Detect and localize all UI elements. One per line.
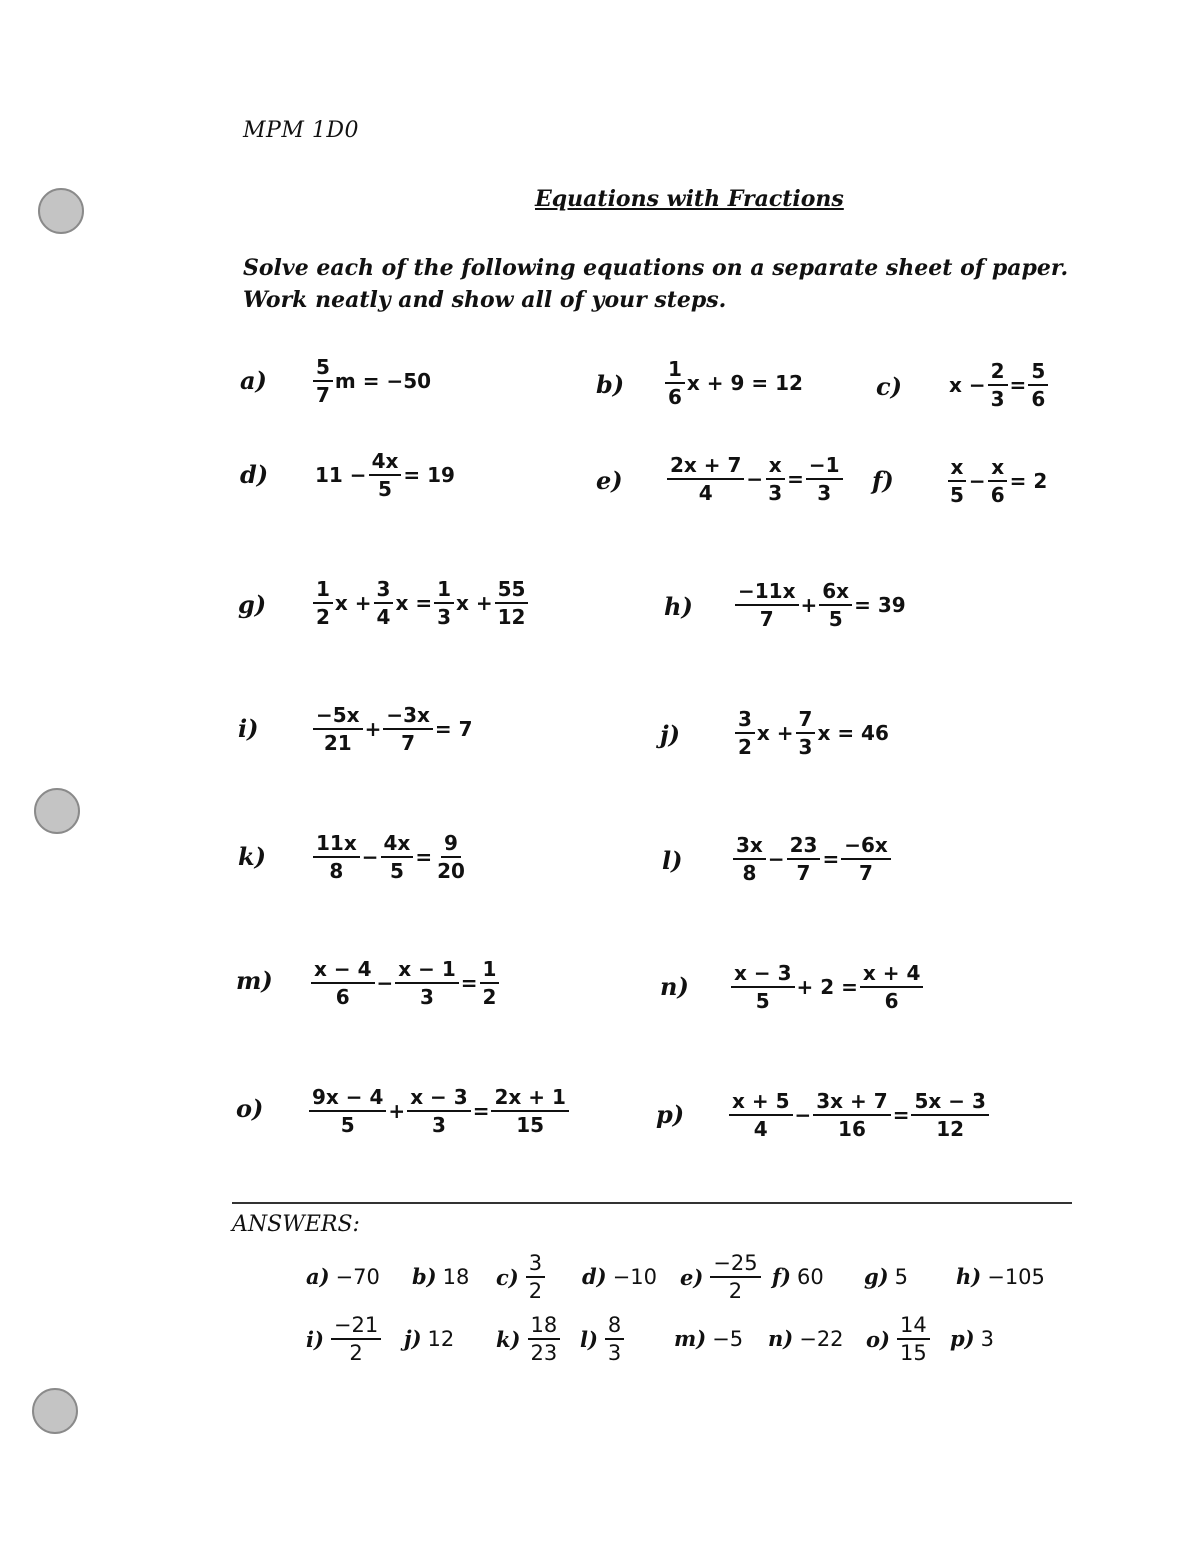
fraction-denominator: 16 [838, 1117, 866, 1141]
problem-o-equation [308, 1084, 570, 1138]
fraction-numerator: 5x − 3 [911, 1088, 988, 1116]
fraction-numerator: 9x − 4 [309, 1084, 386, 1112]
answer-d [582, 1264, 657, 1289]
fraction-numerator: 5 [313, 354, 333, 382]
equals-sign: = [460, 971, 478, 995]
fraction-numerator: x + 4 [860, 960, 924, 988]
problem-e-equation [666, 452, 844, 506]
fraction-numerator: 4x [381, 830, 414, 858]
fraction-denominator: 6 [1031, 387, 1046, 411]
fraction-denominator: 3 [798, 735, 813, 759]
fraction-denominator: 15 [899, 1341, 927, 1365]
fraction-numerator: 3 [735, 706, 755, 734]
problem-label-i: i) [238, 714, 259, 743]
fraction-numerator: 2x + 1 [491, 1084, 568, 1112]
problem-label-k: k) [238, 842, 266, 871]
answer-o [866, 1312, 931, 1366]
answer-m [674, 1326, 743, 1351]
equation-text: + 2 = [796, 975, 858, 999]
fraction-denominator: 12 [936, 1117, 965, 1141]
fraction-denominator: 2 [482, 985, 497, 1009]
problem-d-equation [314, 448, 456, 502]
fraction-numerator: 7 [796, 706, 816, 734]
equals-sign: = [1009, 373, 1027, 397]
answer-g [864, 1264, 908, 1289]
fraction-numerator: 3x [733, 832, 766, 860]
fraction-numerator: 4x [369, 448, 402, 476]
equals-sign: = [892, 1103, 910, 1127]
answer-f [772, 1264, 824, 1289]
fraction-numerator: −1 [806, 452, 843, 480]
equals-sign: = [822, 847, 840, 871]
fraction-denominator: 21 [323, 731, 352, 755]
fraction-numerator: x − 3 [407, 1084, 471, 1112]
equation-text: x = [395, 591, 433, 615]
fraction-denominator: 7 [759, 607, 774, 631]
problem-label-c: c) [876, 372, 902, 401]
operator: + [364, 717, 382, 741]
answer-label: j) [404, 1326, 422, 1351]
answer-value: −105 [987, 1264, 1045, 1289]
fraction-numerator: 1 [313, 576, 333, 604]
fraction-numerator: 23 [787, 832, 821, 860]
answer-c [496, 1250, 546, 1304]
fraction-numerator: x [766, 452, 785, 480]
fraction-numerator: 5 [1028, 358, 1048, 386]
answer-a [306, 1264, 380, 1289]
equals-sign: = [415, 845, 433, 869]
fraction-denominator: 2 [738, 735, 752, 759]
problem-i-equation [312, 702, 474, 756]
answer-b [412, 1264, 469, 1289]
answer-value: −22 [799, 1326, 844, 1351]
operator: + [388, 1099, 406, 1123]
binder-hole-middle [34, 788, 80, 834]
answer-value: 5 [894, 1264, 908, 1289]
fraction-denominator: 4 [376, 605, 391, 629]
problem-label-a: a) [240, 366, 267, 395]
problem-h-equation [734, 578, 907, 632]
fraction-numerator: 3 [374, 576, 394, 604]
answer-value: 18 [442, 1264, 470, 1289]
answer-label: f) [772, 1264, 791, 1289]
answer-label: i) [306, 1326, 324, 1352]
equation-text: x + [756, 721, 794, 745]
fraction-denominator: 3 [607, 1341, 622, 1365]
fraction-numerator: 2x + 7 [667, 452, 744, 480]
problem-m-equation [310, 956, 500, 1010]
fraction-numerator: −6x [841, 832, 891, 860]
problem-label-h: h) [664, 592, 693, 621]
fraction-numerator: −25 [710, 1250, 760, 1278]
fraction-denominator: 4 [753, 1117, 768, 1141]
fraction-denominator: 3 [437, 605, 452, 629]
problem-k-equation [312, 830, 469, 884]
answer-label: p) [950, 1326, 975, 1351]
fraction-numerator: 55 [495, 576, 529, 604]
fraction-denominator: 5 [389, 859, 404, 883]
fraction-numerator: 1 [434, 576, 454, 604]
equation-text: x = 46 [817, 721, 889, 745]
fraction-denominator: 7 [316, 383, 330, 407]
problem-label-j: j) [660, 720, 681, 749]
answer-l [580, 1312, 625, 1366]
answer-value: −70 [335, 1264, 380, 1289]
problem-l-equation [732, 832, 892, 886]
problem-j-equation [734, 706, 890, 760]
answer-value: 12 [427, 1326, 455, 1351]
answers-divider [232, 1202, 1072, 1204]
answer-value: 60 [796, 1264, 824, 1289]
answer-label: e) [680, 1264, 704, 1290]
equation-text: = 7 [434, 717, 473, 741]
answer-n [768, 1326, 844, 1351]
fraction-numerator: 9 [441, 830, 461, 858]
equation-text: x + [334, 591, 372, 615]
problem-label-b: b) [596, 370, 625, 399]
fraction-numerator: −3x [383, 702, 433, 730]
fraction-numerator: 8 [605, 1312, 624, 1340]
fraction-denominator: 2 [316, 605, 330, 629]
answer-label: h) [956, 1264, 982, 1289]
answers-title: ANSWERS: [232, 1212, 360, 1237]
fraction-numerator: x [988, 454, 1007, 482]
equation-text: x + [456, 591, 493, 615]
fraction-denominator: 7 [859, 861, 873, 885]
fraction-numerator: 11x [313, 830, 360, 858]
binder-hole-top [38, 188, 84, 234]
fraction-denominator: 20 [437, 859, 465, 883]
answer-value: −10 [612, 1264, 657, 1289]
problem-label-m: m) [236, 966, 273, 995]
problem-label-p: p) [656, 1100, 685, 1129]
operator: − [746, 467, 764, 491]
fraction-denominator: 8 [329, 859, 344, 883]
equation-text: x + 9 = 12 [686, 371, 803, 395]
fraction-numerator: −5x [313, 702, 363, 730]
answer-j [404, 1326, 454, 1351]
fraction-numerator: x − 4 [311, 956, 375, 984]
answer-label: n) [768, 1326, 794, 1351]
page-title: Equations with Fractions [535, 186, 844, 212]
fraction-numerator: 14 [897, 1312, 930, 1340]
answer-e [680, 1250, 762, 1304]
fraction-numerator: −21 [331, 1312, 381, 1340]
fraction-denominator: 2 [349, 1341, 363, 1365]
fraction-numerator: 2 [988, 358, 1008, 386]
fraction-denominator: 5 [950, 483, 964, 507]
fraction-numerator: −11x [735, 578, 799, 606]
fraction-numerator: 1 [665, 356, 685, 384]
fraction-denominator: 3 [768, 481, 783, 505]
fraction-numerator: x + 5 [729, 1088, 793, 1116]
problem-a-equation [312, 354, 432, 408]
equation-text: x − [949, 373, 986, 397]
operator: − [376, 971, 394, 995]
fraction-denominator: 7 [401, 731, 416, 755]
problem-label-o: o) [236, 1094, 264, 1123]
fraction-denominator: 6 [335, 985, 350, 1009]
fraction-numerator: 18 [528, 1312, 561, 1340]
instructions: Solve each of the following equations on a separate sheet of paper. Work neatly and show all of your steps. [243, 255, 1069, 313]
fraction-denominator: 5 [340, 1113, 355, 1137]
answer-p [950, 1326, 994, 1351]
operator: − [361, 845, 379, 869]
operator: − [968, 469, 986, 493]
operator: − [794, 1103, 812, 1127]
fraction-numerator: 6x [819, 578, 852, 606]
fraction-denominator: 15 [516, 1113, 545, 1137]
problem-g-equation [312, 576, 529, 630]
answer-k [496, 1312, 561, 1366]
answer-h [956, 1264, 1045, 1289]
answer-value: −5 [712, 1326, 744, 1351]
answer-value: 3 [980, 1326, 994, 1351]
answer-label: g) [864, 1264, 889, 1289]
fraction-numerator: x − 3 [731, 960, 795, 988]
fraction-denominator: 6 [990, 483, 1005, 507]
answer-label: l) [580, 1326, 598, 1352]
problem-n-equation [730, 960, 924, 1014]
equation-text: = 19 [403, 463, 455, 487]
problem-p-equation [728, 1088, 990, 1142]
fraction-denominator: 4 [698, 481, 713, 505]
equation-text: 11 − [315, 463, 367, 487]
problem-label-g: g) [238, 590, 267, 619]
binder-hole-bottom [32, 1388, 78, 1434]
fraction-denominator: 8 [742, 861, 757, 885]
fraction-denominator: 12 [497, 605, 526, 629]
equation-text: = 2 [1009, 469, 1048, 493]
fraction-denominator: 5 [828, 607, 843, 631]
fraction-numerator: 3 [526, 1250, 545, 1278]
fraction-denominator: 3 [990, 387, 1005, 411]
operator: − [767, 847, 785, 871]
fraction-numerator: 3x + 7 [813, 1088, 890, 1116]
answer-i [306, 1312, 382, 1366]
fraction-denominator: 5 [755, 989, 770, 1013]
problem-label-f: f) [872, 466, 894, 495]
operator: + [800, 593, 818, 617]
answer-label: c) [496, 1264, 519, 1290]
fraction-denominator: 6 [668, 385, 682, 409]
fraction-denominator: 2 [728, 1279, 743, 1303]
fraction-denominator: 23 [530, 1341, 558, 1365]
equals-sign: = [787, 467, 804, 491]
fraction-numerator: x [948, 454, 967, 482]
answer-label: k) [496, 1326, 521, 1352]
problem-label-n: n) [660, 972, 689, 1001]
answer-label: a) [306, 1264, 330, 1289]
answer-label: m) [674, 1326, 707, 1351]
problem-c-equation [948, 358, 1049, 412]
fraction-denominator: 6 [884, 989, 899, 1013]
problem-b-equation [664, 356, 804, 410]
equation-text: m = −50 [334, 369, 432, 393]
answer-label: o) [866, 1326, 890, 1352]
problem-f-equation [946, 454, 1048, 508]
fraction-denominator: 7 [796, 861, 811, 885]
fraction-denominator: 5 [378, 477, 392, 501]
problem-label-e: e) [596, 466, 623, 495]
answer-label: d) [582, 1264, 607, 1289]
problem-label-l: l) [662, 846, 683, 875]
fraction-numerator: x − 1 [395, 956, 459, 984]
fraction-numerator: 1 [480, 956, 500, 984]
course-code: MPM 1D0 [243, 118, 359, 143]
fraction-denominator: 3 [817, 481, 832, 505]
fraction-denominator: 3 [431, 1113, 446, 1137]
problem-label-d: d) [240, 460, 269, 489]
equation-text: = 39 [854, 593, 906, 617]
fraction-denominator: 3 [420, 985, 434, 1009]
answer-label: b) [412, 1264, 437, 1289]
equals-sign: = [472, 1099, 490, 1123]
fraction-denominator: 2 [528, 1279, 543, 1303]
